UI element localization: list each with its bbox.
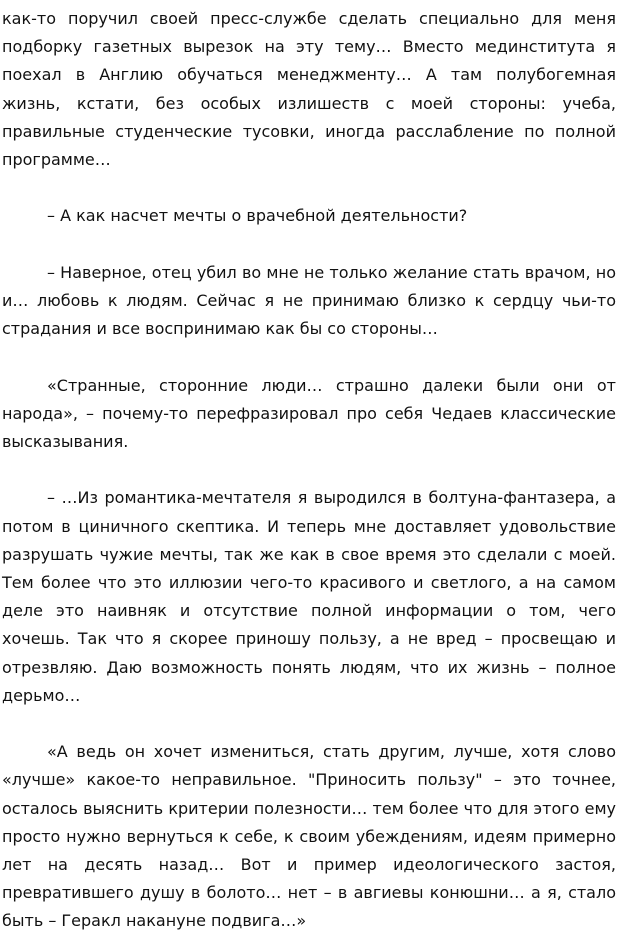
paragraph-gap [2, 710, 616, 738]
paragraph-2: – А как насчет мечты о врачебной деятельности? [47, 206, 468, 226]
paragraph-gap [2, 456, 616, 484]
paragraph-gap [2, 343, 616, 371]
paragraph-gap [2, 174, 616, 202]
paragraph-gap [2, 231, 616, 259]
paragraph-6: «А ведь он хочет измениться, стать другим, лучше, хотя слово «лучше» какое-то неправильное. "Приносить пользу" – это точнее, осталось выяснить критерии полезности… тем более что для этого ему просто нужно вернуться к себе, к своим убеждениям, идеям примерно лет на десять назад… Вот и пример идеологического застоя, превратившего душу в болото… нет – в авгиевы конюшни… а я, стало быть – Геракл накануне подвига…» [2, 742, 616, 931]
paragraph-4: «Странные, сторонние люди… страшно далеки были они от народа», – почему-то перефразировал про себя Чедаев классические высказывания. [2, 375, 616, 451]
paragraph-3: – Наверное, отец убил во мне не только желание стать врачом, но и… любовь к людям. Сейчас я не принимаю близко к сердцу чьи-то страдания и все воспринимаю как бы со стороны… [2, 262, 616, 339]
paragraph-1: как-то поручил своей пресс-службе сделать специально для меня подборку газетных вырезок на эту тему… Вместо мединститута я поехал в Англию обучаться менеджменту… А там полубогемная жизнь, кстати, без особых излишеств с моей стороны: учеба, правильные студенческие тусовки, иногда расслабление по полной программе… [2, 9, 616, 170]
paragraph-5: – …Из романтика-мечтателя я выродился в болтуна-фантазера, а потом в циничного скептика. И теперь мне доставляет удовольствие разрушать чужие мечты, так же как в свое время это сделали с моей. Тем более что это иллюзии чего-то красивого и светлого, а на самом деле это наивняк и отсутствие полной информации о том, чего хочешь. Так что я скорее приношу пользу, а не вред – просвещаю и отрезвляю. Даю возможность понять людям, что их жизнь – полное дерьмо… [2, 488, 616, 705]
